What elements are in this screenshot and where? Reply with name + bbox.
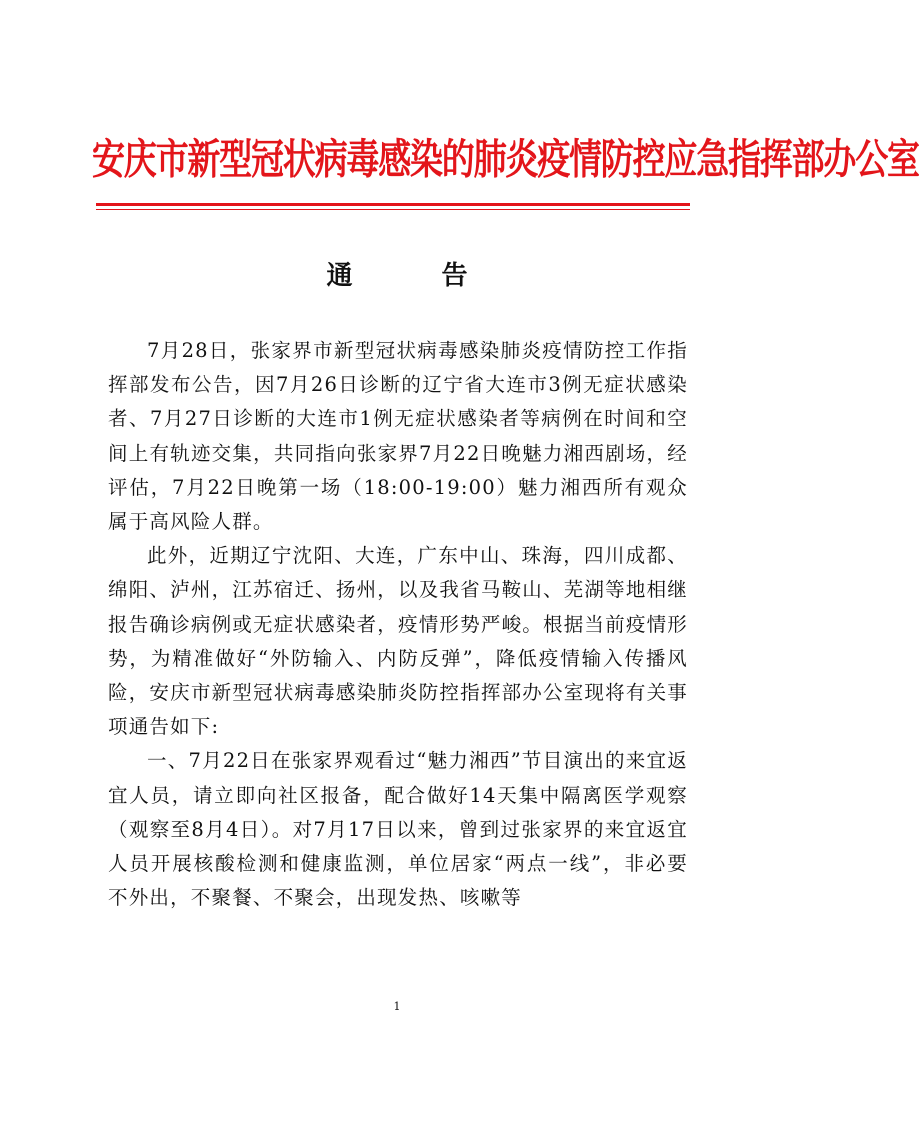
issuing-office-title: 安庆市新型冠状病毒感染的肺炎疫情防控应急指挥部办公室 xyxy=(92,134,919,184)
page-number: 1 xyxy=(393,1000,401,1013)
notice-title: 通 告 xyxy=(326,261,508,291)
red-header-rule-thick xyxy=(96,203,690,206)
notice-body xyxy=(108,334,688,915)
red-header-rule-thin xyxy=(96,209,690,210)
paragraph-2: 此外，近期辽宁沈阳、大连，广东中山、珠海，四川成都、绵阳、泸州，江苏宿迁、扬州，以及我省马鞍山、芜湖等地相继报告确诊病例或无症状感染者，疫情形势严峻。根据当前疫情形势，为精准做好“外防输入、内防反弹”，降低疫情输入传播风险，安庆市新型冠状病毒感染肺炎防控指挥部办公室现将有关事项通告如下: xyxy=(108,544,688,739)
paragraph-1: 7月28日，张家界市新型冠状病毒感染肺炎疫情防控工作指挥部发布公告，因7月26日诊断的辽宁省大连市3例无症状感染者、7月27日诊断的大连市1例无症状感染者等病例在时间和空间上有轨迹交集，共同指向张家界7月22日晚魅力湘西剧场，经评估，7月22日晚第一场（18:00-19:00）魅力湘西所有观众属于高风险人群。 xyxy=(108,339,688,534)
paragraph-3: 一、7月22日在张家界观看过“魅力湘西”节目演出的来宜返宜人员，请立即向社区报备，配合做好14天集中隔离医学观察（观察至8月4日）。对7月17日以来，曾到过张家界的来宜返宜人员开展核酸检测和健康监测，单位居家“两点一线”，非必要不外出，不聚餐、不聚会，出现发热、咳嗽等 xyxy=(108,749,688,910)
